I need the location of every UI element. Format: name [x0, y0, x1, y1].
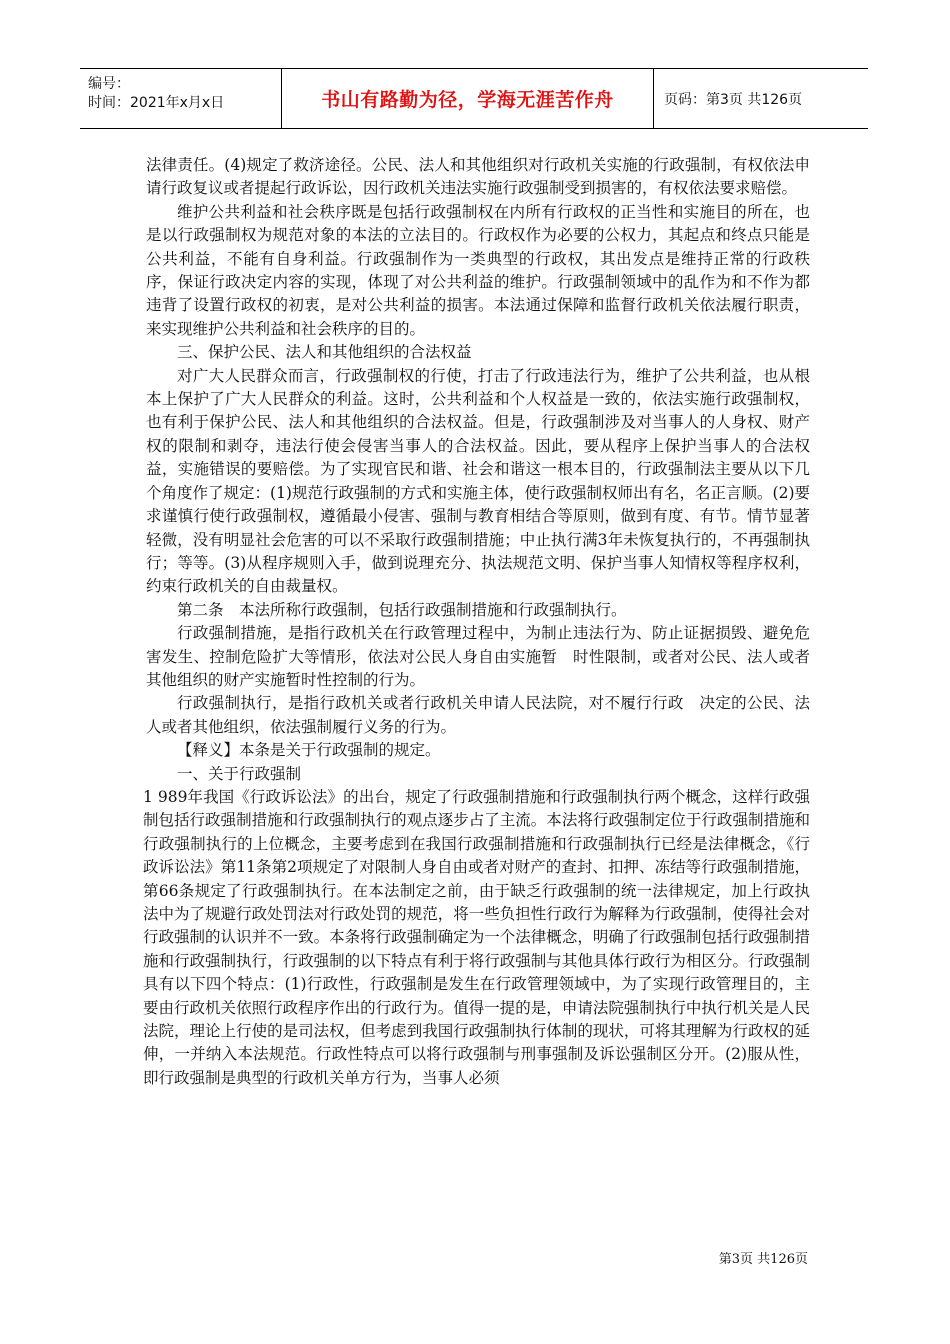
section-heading: 三、保护公民、法人和其他组织的合法权益	[177, 343, 472, 362]
article-heading: 第二条 本法所称行政强制，包括行政强制措施和行政强制执行。	[177, 600, 627, 619]
paragraph: 对广大人民群众而言，行政强制权的行使，打击了行政违法行为，维护了公共利益，也从根本上保护了广大人民群众的利益。这时，公共利益和个人权益是一致的，依法实施行政强制权，也有利于保护公民、法人和其他组织的合法权益。但是，行政强制涉及对当事人的人身权、财产权的限制和剥夺，违法行使会侵害当事人的合法权益。因此，要从程序上保护当事人的合法权益，实施错误的要赔偿。为了实现官民和谐、社会和谐这一根本目的，行政强制法主要从以下几个角度作了规定：(1)规范行政强制的方式和实施主体，使行政强制权师出有名，名正言顺。(2)要求谨慎行使行政强制权，遵循最小侵害、强制与教育相结合等原则，做到有度、有节。情节显著轻微，没有明显社会危害的可以不采取行政强制措施；中止执行满3年未恢复执行的，不再强制执行；等等。(3)从程序规则入手，做到说理充分、执法规范文明、保护当事人知情权等程序权利，约束行政机关的自由裁量权。	[146, 366, 810, 596]
header-page-number: 页码：第3页 共126页	[664, 91, 803, 108]
document-number-label: 编号：	[88, 76, 130, 92]
header-info-cell	[80, 69, 282, 128]
document-header	[80, 68, 868, 129]
section-heading: 一、关于行政强制	[177, 764, 302, 783]
document-date-label: 时间：2021年x月x日	[88, 95, 225, 111]
page-footer: 第3页 共126页	[718, 1252, 808, 1267]
paragraph: 1 989年我国《行政诉讼法》的出台，规定了行政强制措施和行政强制执行两个概念，这样行政强制包括行政强制措施和行政强制执行的观点逐步占了主流。本法将行政强制定位于行政强制措施和行政强制执行的上位概念，主要考虑到在我国行政强制措施和行政强制执行已经是法律概念，《行政诉讼法》第11条第2项规定了对限制人身自由或者对财产的查封、扣押、冻结等行政强制措施，第66条规定了行政强制执行。在本法制定之前，由于缺乏行政强制的统一法律规定，加上行政执法中为了规避行政处罚法对行政处罚的规范，将一些负担性行政行为解释为行政强制，使得社会对行政强制的认识并不一致。本条将行政强制确定为一个法律概念，明确了行政强制包括行政强制措施和行政强制执行，行政强制的以下特点有利于将行政强制与其他具体行政行为相区分。行政强制具有以下四个特点：(1)行政性，行政强制是发生在行政管理领域中，为了实现行政管理目的，主要由行政机关依照行政程序作出的行政行为。值得一提的是，申请法院强制执行中执行机关是人民法院，理论上行使的是司法权，但考虑到我国行政强制执行体制的现状，可将其理解为行政权的延伸，一并纳入本法规范。行政性特点可以将行政强制与刑事强制及诉讼强制区分开。(2)服从性，即行政强制是典型的行政机关单方行为，当事人必须	[143, 787, 810, 1087]
paragraph: 维护公共利益和社会秩序既是包括行政强制权在内所有行政权的正当性和实施目的所在，也是以行政强制权为规范对象的本法的立法目的。行政权作为必要的公权力，其起点和终点只能是公共利益，不能有自身利益。行政强制作为一类典型的行政权，其出发点是维持正常的行政秩序，保证行政决定内容的实现，体现了对公共利益的维护。行政强制领域中的乱作为和不作为都违背了设置行政权的初衷，是对公共利益的损害。本法通过保障和监督行政机关依法履行职责，来实现维护公共利益和社会秩序的目的。	[146, 202, 810, 338]
interpretation-heading: 【释义】本条是关于行政强制的规定。	[177, 741, 441, 760]
paragraph: 行政强制执行，是指行政机关或者行政机关申请人民法院，对不履行行政 决定的公民、法人或者其他组织，依法强制履行义务的行为。	[146, 694, 810, 736]
paragraph: 法律责任。(4)规定了救济途径。公民、法人和其他组织对行政机关实施的行政强制，有权依法申请行政复议或者提起行政诉讼，因行政机关违法实施行政强制受到损害的，有权依法要求赔偿。	[146, 156, 810, 198]
paragraph: 行政强制措施，是指行政机关在行政管理过程中，为制止违法行为、防止证据损毁、避免危害发生、控制危险扩大等情形，依法对公民人身自由实施暂 时性限制，或者对公民、法人或者其他组织的财产实施暂时性控制的行为。	[146, 624, 810, 689]
header-motto: 书山有路勤为径，学海无涯苦作舟	[282, 69, 654, 128]
document-body	[143, 154, 810, 1090]
